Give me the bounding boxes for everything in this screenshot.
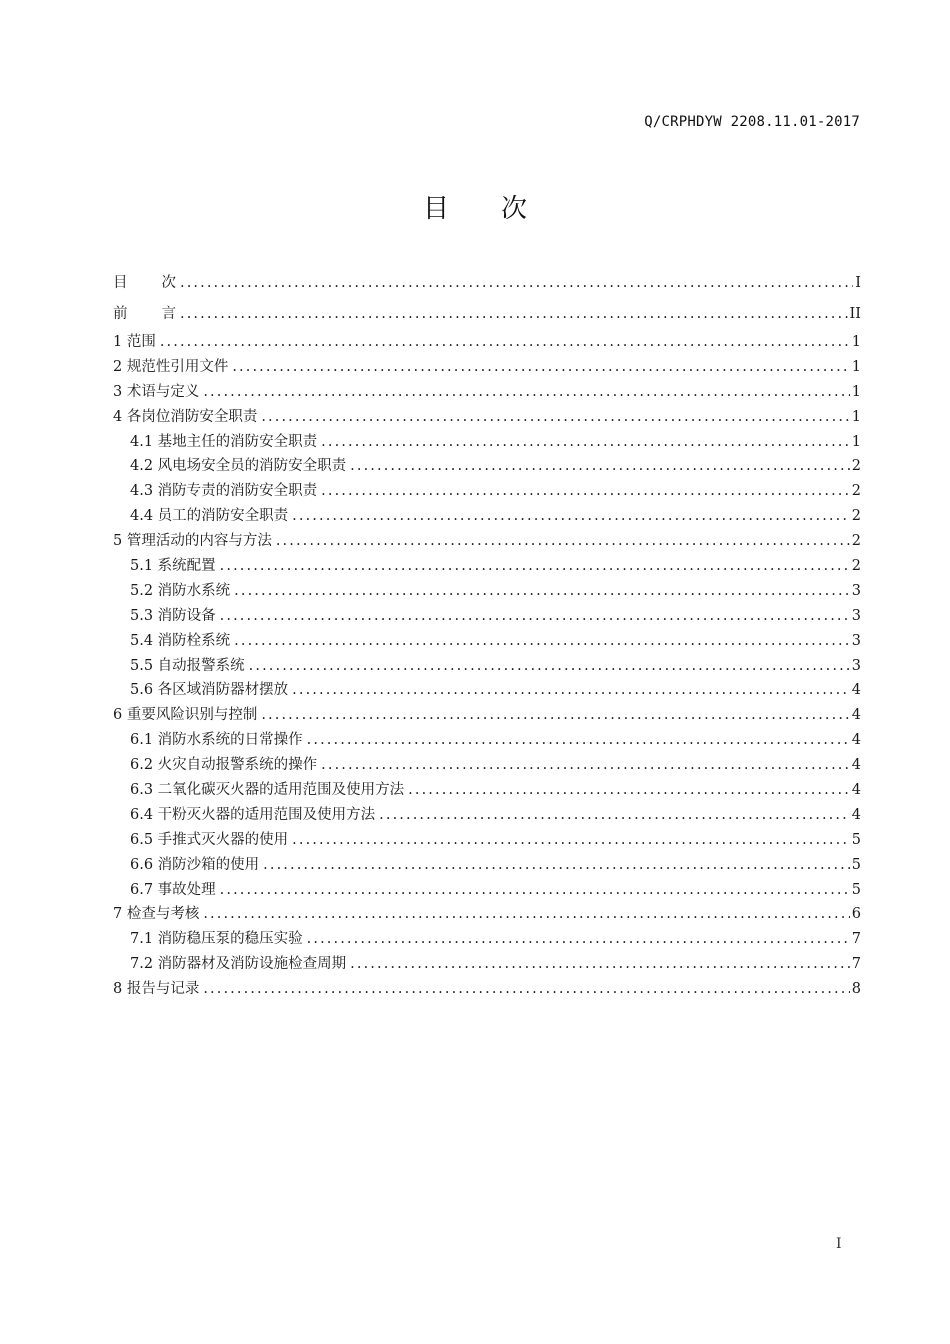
table-of-contents <box>113 268 861 1002</box>
toc-leader-dots <box>220 554 850 579</box>
toc-page-number: 5 <box>851 881 861 898</box>
toc-entry-label: 6.3 二氧化碳灭火器的适用范围及使用方法 <box>130 782 405 799</box>
toc-entry-label: 前 言 <box>113 306 176 322</box>
toc-leader-dots <box>350 952 850 977</box>
toc-entry-label: 3 术语与定义 <box>113 383 200 400</box>
toc-entry-label: 5.2 消防水系统 <box>130 582 231 599</box>
toc-entry-foreword[interactable] <box>113 299 861 330</box>
toc-entry-label: 6.5 手推式灭火器的使用 <box>130 831 289 848</box>
toc-entry-label: 6 重要风险识别与控制 <box>113 707 258 724</box>
toc-leader-dots <box>261 703 849 728</box>
toc-leader-dots <box>249 654 850 679</box>
toc-leader-dots <box>321 753 850 778</box>
toc-entry-2[interactable] <box>113 355 861 380</box>
toc-page-number: 3 <box>851 607 861 624</box>
toc-leader-dots <box>307 728 850 753</box>
toc-entry-5-4[interactable] <box>113 629 861 654</box>
toc-entry-label: 1 范围 <box>113 333 156 350</box>
toc-page-number: 1 <box>851 383 861 400</box>
toc-entry-6-4[interactable] <box>113 803 861 828</box>
toc-page-number: 7 <box>851 956 861 973</box>
toc-entry-label: 8 报告与记录 <box>113 981 200 998</box>
toc-entry-label: 7 检查与考核 <box>113 906 200 923</box>
toc-page-number: 4 <box>851 682 861 699</box>
toc-entry-label: 4.1 基地主任的消防安全职责 <box>130 433 318 450</box>
toc-entry-6-5[interactable] <box>113 828 861 853</box>
toc-entry-6-2[interactable] <box>113 753 861 778</box>
toc-entry-7-1[interactable] <box>113 927 861 952</box>
toc-entry-label: 6.6 消防沙箱的使用 <box>130 856 260 873</box>
toc-entry-6[interactable] <box>113 703 861 728</box>
toc-entry-label: 6.2 火灾自动报警系统的操作 <box>130 757 318 774</box>
toc-leader-dots <box>203 902 849 927</box>
toc-entry-5-5[interactable] <box>113 654 861 679</box>
toc-page-number: I <box>855 275 861 291</box>
toc-entry-5[interactable] <box>113 529 861 554</box>
toc-entry-label: 5.1 系统配置 <box>130 558 216 574</box>
toc-page-number: 1 <box>851 358 861 375</box>
toc-leader-dots <box>321 430 850 455</box>
toc-entry-4-3[interactable] <box>113 479 861 504</box>
toc-page-number: II <box>849 306 861 322</box>
toc-leader-dots <box>180 268 853 299</box>
footer-page-number: I <box>836 1236 842 1252</box>
toc-page-number: 3 <box>851 657 861 674</box>
toc-entry-label: 7.1 消防稳压泵的稳压实验 <box>130 931 303 948</box>
toc-entry-6-7[interactable] <box>113 878 861 903</box>
toc-entry-6-6[interactable] <box>113 853 861 878</box>
toc-page-number: 4 <box>851 806 861 823</box>
page-title: 目次 <box>422 194 579 224</box>
toc-page-number: 2 <box>851 483 861 500</box>
toc-leader-dots <box>350 454 850 479</box>
toc-leader-dots <box>292 678 850 703</box>
toc-entry-5-3[interactable] <box>113 604 861 629</box>
toc-entry-contents[interactable] <box>113 268 861 299</box>
toc-entry-8[interactable] <box>113 977 861 1002</box>
toc-entry-label: 目 次 <box>113 275 176 291</box>
toc-entry-label: 6.7 事故处理 <box>130 881 216 898</box>
toc-page-number: 4 <box>851 757 861 774</box>
toc-entry-label: 4.2 风电场安全员的消防安全职责 <box>130 458 347 475</box>
toc-leader-dots <box>203 380 849 405</box>
toc-page-number: 5 <box>851 831 861 848</box>
toc-leader-dots <box>160 330 850 355</box>
toc-page-number: 3 <box>851 632 861 649</box>
toc-entry-6-3[interactable] <box>113 778 861 803</box>
toc-entry-5-6[interactable] <box>113 678 861 703</box>
toc-page-number: 2 <box>851 458 861 475</box>
toc-leader-dots <box>220 604 850 629</box>
toc-page-number: 8 <box>851 981 861 998</box>
toc-leader-dots <box>321 479 850 504</box>
toc-entry-label: 4.3 消防专责的消防安全职责 <box>130 483 318 500</box>
toc-entry-label: 7.2 消防器材及消防设施检查周期 <box>130 956 347 973</box>
toc-entry-5-2[interactable] <box>113 579 861 604</box>
toc-page-number: 5 <box>851 856 861 873</box>
toc-entry-label: 2 规范性引用文件 <box>113 358 229 375</box>
toc-entry-4-4[interactable] <box>113 504 861 529</box>
toc-page-number: 1 <box>851 333 861 350</box>
toc-leader-dots <box>234 579 850 604</box>
toc-leader-dots <box>180 299 848 330</box>
toc-page-number: 2 <box>851 558 861 574</box>
toc-page-number: 1 <box>851 408 861 425</box>
toc-entry-label: 5.3 消防设备 <box>130 607 216 624</box>
toc-leader-dots <box>261 405 849 430</box>
toc-page-number: 1 <box>851 433 861 450</box>
toc-entry-label: 5.5 自动报警系统 <box>130 657 245 674</box>
toc-page-number: 4 <box>851 782 861 799</box>
toc-entry-5-1[interactable] <box>113 554 861 579</box>
toc-page-number: 2 <box>851 533 861 550</box>
toc-entry-7-2[interactable] <box>113 952 861 977</box>
toc-entry-label: 6.4 干粉灭火器的适用范围及使用方法 <box>130 806 376 823</box>
toc-entry-6-1[interactable] <box>113 728 861 753</box>
toc-leader-dots <box>408 778 850 803</box>
toc-page-number: 3 <box>851 582 861 599</box>
toc-page-number: 2 <box>851 508 861 525</box>
toc-page-number: 6 <box>851 906 861 923</box>
toc-page-number: 7 <box>851 931 861 948</box>
toc-entry-label: 4 各岗位消防安全职责 <box>113 408 258 425</box>
toc-leader-dots <box>203 977 849 1002</box>
toc-entry-label: 5.4 消防栓系统 <box>130 632 231 649</box>
toc-entry-label: 5 管理活动的内容与方法 <box>113 533 272 550</box>
toc-leader-dots <box>292 504 850 529</box>
toc-entry-label: 4.4 员工的消防安全职责 <box>130 508 289 525</box>
toc-leader-dots <box>263 853 850 878</box>
toc-entry-4-1[interactable] <box>113 430 861 455</box>
toc-leader-dots <box>292 828 850 853</box>
toc-page-number: 4 <box>851 707 861 724</box>
toc-leader-dots <box>234 629 850 654</box>
toc-entry-label: 6.1 消防水系统的日常操作 <box>130 732 303 749</box>
toc-entry-1[interactable] <box>113 330 861 355</box>
toc-entry-3[interactable] <box>113 380 861 405</box>
toc-leader-dots <box>232 355 849 380</box>
toc-page-number: 4 <box>851 732 861 749</box>
toc-entry-4-2[interactable] <box>113 454 861 479</box>
toc-entry-7[interactable] <box>113 902 861 927</box>
document-code: Q/CRPHDYW 2208.11.01-2017 <box>644 114 860 130</box>
toc-entry-label: 5.6 各区域消防器材摆放 <box>130 682 289 699</box>
toc-leader-dots <box>307 927 850 952</box>
toc-leader-dots <box>379 803 850 828</box>
toc-leader-dots <box>220 878 850 903</box>
toc-entry-4[interactable] <box>113 405 861 430</box>
toc-leader-dots <box>276 529 850 554</box>
